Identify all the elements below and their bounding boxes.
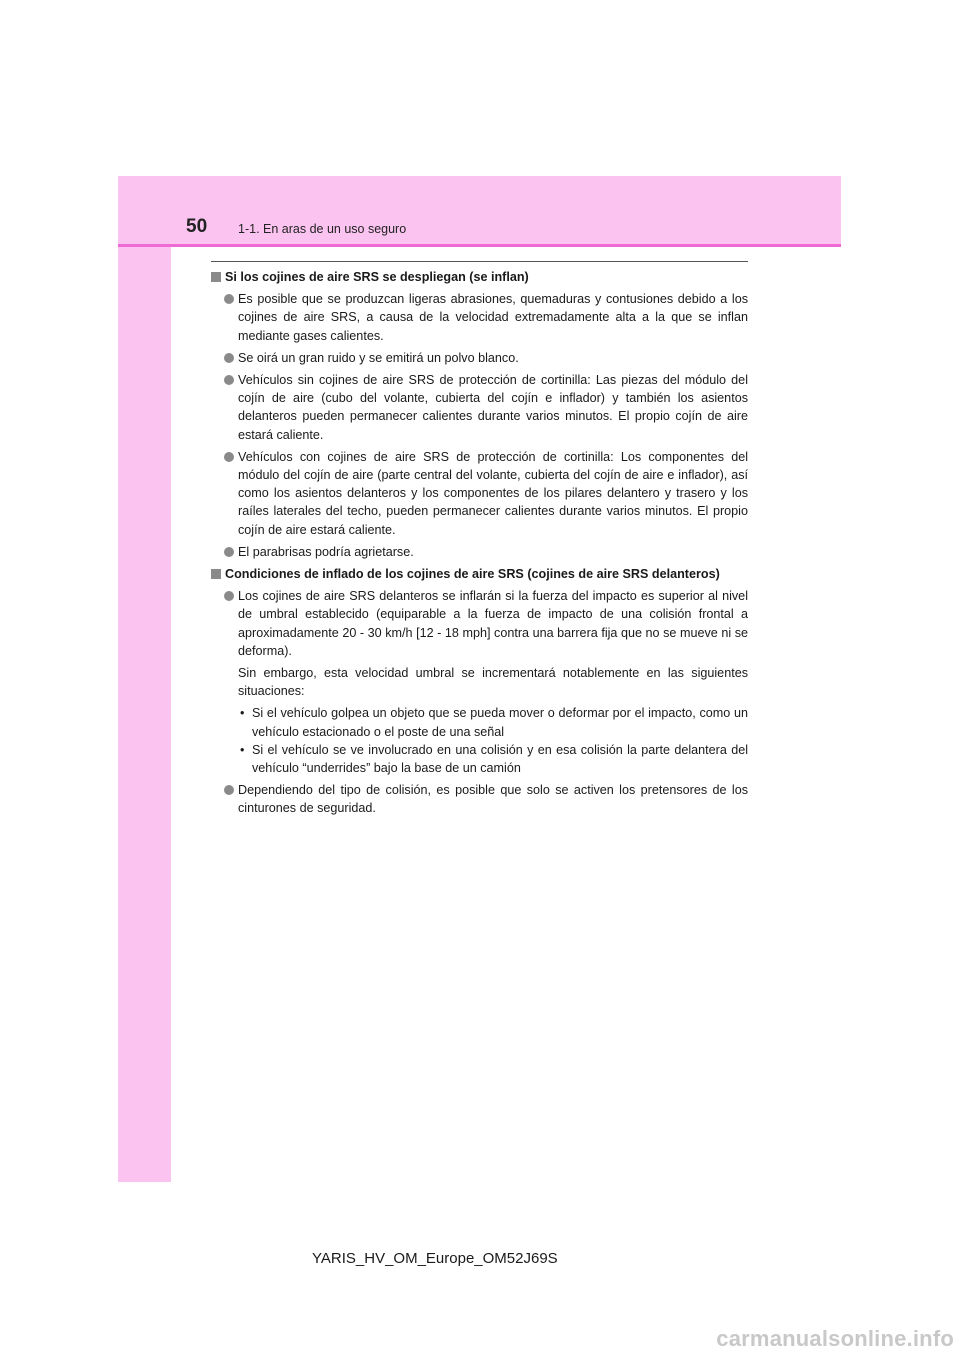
sub-list-item-text: Si el vehículo golpea un objeto que se pueda mover o deformar por el impacto, como un vehículo estacionado o el poste de una señal [252,706,748,739]
page-content [211,268,748,822]
dot-bullet-icon: • [240,742,245,757]
list-item [211,781,748,817]
list-item [211,448,748,539]
heading-text: Condiciones de inflado de los cojines de aire SRS (cojines de aire SRS delanteros) [225,567,720,582]
circle-bullet-icon [224,375,234,385]
section-heading-deployment [211,268,748,286]
document-code: YARIS_HV_OM_Europe_OM52J69S [312,1250,558,1267]
list-item-text: Es posible que se produzcan ligeras abrasiones, quemaduras y contusiones debido a los cojines de aire SRS, a causa de la velocidad extremadamente alta a la que se inflan mediante gases calientes. [238,292,748,343]
section-title: 1-1. En aras de un uso seguro [238,222,407,236]
list-item [211,290,748,345]
list-item [211,543,748,561]
side-color-band [118,176,171,1182]
square-bullet-icon [211,569,221,579]
circle-bullet-icon [224,547,234,557]
section-heading-conditions [211,565,748,583]
list-item-text: Vehículos sin cojines de aire SRS de protección de cortinilla: Las piezas del módulo del cojín de aire (cubo del volante, cubierta del cojín e inflador) y también los asientos delanteros pueden permanecer calientes durante varios minutos. El propio cojín de aire estará caliente. [238,373,748,442]
list-item-text: Vehículos con cojines de aire SRS de protección de cortinilla: Los componentes del módulo del cojín de aire (parte central del volante, cubierta del cojín de aire e inflador), así como los asientos delanteros y los componentes de los pilares delantero y trasero y los raíles laterales del techo, pueden permanecer calientes durante varios minutos. El propio cojín de aire estará caliente. [238,449,748,537]
list-item [211,349,748,367]
watermark: carmanualsonline.info [716,1326,954,1351]
header-divider [118,244,841,247]
circle-bullet-icon [224,785,234,795]
list-item [211,371,748,444]
circle-bullet-icon [224,294,234,304]
list-item-text: Los cojines de aire SRS delanteros se inflarán si la fuerza del impacto es superior al nivel de umbral establecido (equiparable a la fuerza de impacto de una colisión frontal a aproximadamente 20 - 30 km/h [12 - 18 mph] contra una barrera fija que no se mueve ni se deforma). [238,589,748,658]
paragraph: Sin embargo, esta velocidad umbral se incrementará notablemente en las siguientes situaciones: [238,666,748,699]
sub-list-item-text: Si el vehículo se ve involucrado en una colisión y en esa colisión la parte delantera del vehículo “underrides” bajo la base de un camión [252,742,748,776]
dot-bullet-icon: • [240,706,245,721]
page-number: 50 [186,216,208,237]
heading-text: Si los cojines de aire SRS se despliegan (se inflan) [225,270,529,284]
list-item [211,587,748,660]
circle-bullet-icon [224,591,234,601]
list-item-text: Se oirá un gran ruido y se emitirá un polvo blanco. [238,350,519,365]
circle-bullet-icon [224,452,234,462]
sub-list-item [211,704,748,740]
square-bullet-icon [211,272,221,282]
content-top-rule [211,261,748,262]
list-item-text: El parabrisas podría agrietarse. [238,544,414,559]
list-item-text: Dependiendo del tipo de colisión, es posible que solo se activen los pretensores de los cinturones de seguridad. [238,783,748,816]
circle-bullet-icon [224,353,234,363]
sub-list-item [211,741,748,777]
